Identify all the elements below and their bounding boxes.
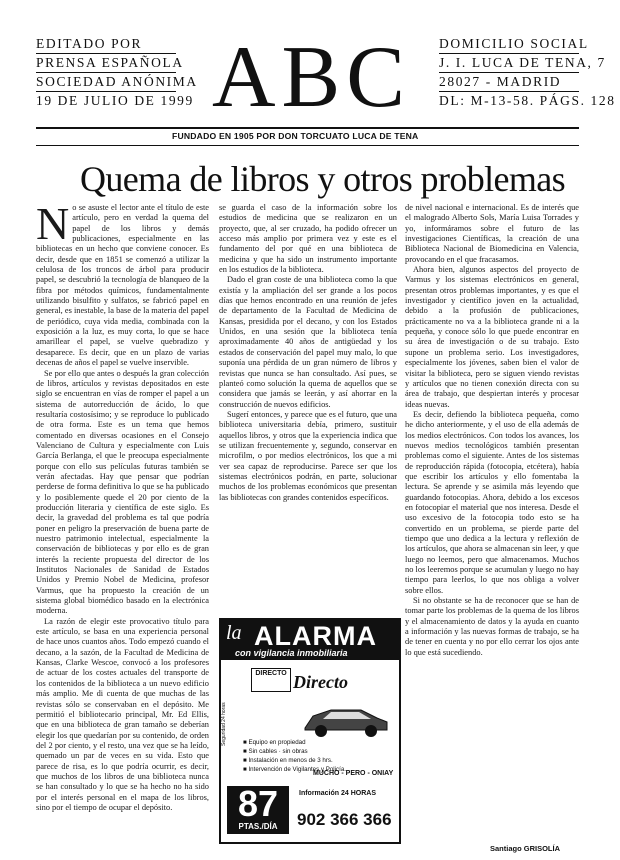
paragraph: Se por ello que antes o después la gran colección de libros, artículos y revistas depositados en este siglo se encuentran en vías de romper el papel a un sistema de autorreducción de ácido, lo que resultaría costosísimo; y se reproduce lo publicado de otra forma. Este es un tema que hemos comentado en diversas ocasiones en el Consejo Valenciano de Cultura y especialmente con Luis García Berlanga, el que le preocupa especialmente porque con ello sus películas futuras también se verán afectadas. Hay que pensar que podrían perderse de forma definitiva lo que se ha publicado y lo posiblemente quede el 20 por ciento de la producción literaria y científica de este siglo. Es decir, la gravedad del problema es tal que podría poner en peligro la preservación de buena parte de nuestro patrimonio intelectual, especialmente la conservación de bibliotecas y por ello es de gran interés la reciente propuesta del director de los Institutos Nacionales de Sanidad de Estados Unidos y Premio Nobel de Medicina, profesor Varmus, que ha propuesto la creación de un sistema global biomédico basado en la electrónica moderna. <box>36 368 209 616</box>
ad-bullet: ■ Instalación en menos de 3 hrs. <box>243 757 333 764</box>
ad-phone-number: 902 366 366 <box>297 810 392 829</box>
article-column-1 <box>36 203 209 855</box>
paragraph: o se asuste el lector ante el título de este artículo, pero en verdad la quema del papel de los libros y demás publicaciones, especialmente en las bibliotecas en un hecho que conviene conocer. Es decir, desde que en 1851 se comenzó a utilizar la celulosa de los troncos de árbol para producir papel, se descubrió la tecnología de blanqueo de la fibra por métodos químicos, fundamentalmente utilizando bisulfito y sulfatos, se fabricó papel en general, es inestable, la base de la materia del papel de periódico, cuya vida media, combinada con la exposición a la luz, es muy corta, lo que se hace amarillear el papel, se vuelve quebradizo y desaparece. Es decir, que en un plazo de varias decenas de años el papel se vuelve inservible. <box>36 203 209 368</box>
ad-bullet-list <box>243 738 346 774</box>
masthead-right-line: 28027 - MADRID <box>439 74 562 89</box>
ad-info-label: Información 24 HORAS <box>299 790 377 797</box>
masthead-rule <box>36 145 579 146</box>
ad-brand-script: Directo <box>293 672 348 692</box>
ad-bullet: ■ Equipo en propiedad <box>243 739 306 746</box>
ad-price-box <box>227 783 289 834</box>
masthead-left-line: PRENSA ESPAÑOLA <box>36 55 184 70</box>
masthead-right-line: DL: M-13-58. PÁGS. 128 <box>439 93 616 108</box>
ad-price: 87 <box>237 783 279 824</box>
ad-price-unit: PTAS./DÍA <box>238 822 278 831</box>
paragraph: Es decir, defiendo la biblioteca pequeña, como he dicho anteriormente, y el uso de ella además de los medios electrónicos. Con todos los avances, los nuevos medios tecnológicos también presentan problemas como el siguiente. Antes de los sistemas de reproducción rápida (fotocopia, etcétera), había que escribir los artículos y ello fomentaba la lectura. Se aprende y se asimila más leyendo que guardando fotocopias. Ahora, debido a los excesos en fotocopiar el material que nos interesa. Desde el uso excesivo de la fotocopia todo esto se ha convertido en un problema, se pierde parte del tiempo que uno dedica a la lectura y reflexión de los artículos, que ahora se almacenan sin leer, y que luego no leemos, pero que almacenamos. Muchos no los leeremos porque se acumulan y luego no hay tiempo para leerlos, lo que nos obliga a volver sobre ellos. <box>405 409 579 595</box>
article-column-2 <box>219 203 397 611</box>
drop-cap: N <box>36 203 70 249</box>
masthead-right-line: J. I. LUCA DE TENA, 7 <box>439 55 606 70</box>
divider <box>36 53 176 54</box>
paragraph: Sugerí entonces, y parece que es el futuro, que una biblioteca universitaria debía, primero, sustituir aquellos libros, y otros que la experiencia indica que se utilizan frecuentemente y, segundo, conservar en microfilm, o por medios electrónicos, los que a mi ver sea capaz de reproducirse. Parece ser que los sistemas electrónicos podrán, en parte, solucionar muchos de los problemas económicos que presentan las bibliotecas con grandes contenidos específicos. <box>219 409 397 502</box>
divider <box>439 91 579 92</box>
paragraph: de nivel nacional e internacional. Es de interés que el malogrado Alberto Sols, María Luisa Torrades y yo, informáramos sobre el futuro de las investigaciones Científicas, la creación de una Biblioteca Nacional de Biomedicina en Valencia, provocando en el que fracasamos. <box>405 203 579 264</box>
divider <box>36 91 176 92</box>
ad-slogan: MUCHO - PERO - ONIAY <box>313 770 394 777</box>
car-icon <box>301 698 391 738</box>
masthead-right-line: DOMICILIO SOCIAL <box>439 36 589 51</box>
divider <box>439 72 579 73</box>
ad-bullet: ■ Sin cables · sin obras <box>243 748 308 755</box>
masthead-left-line: 19 DE JULIO DE 1999 <box>36 93 194 108</box>
ad-bullet: ■ Intervención de Vigilantes y Policía. <box>243 766 347 773</box>
masthead-left-line: SOCIEDAD ANÓNIMA <box>36 74 198 89</box>
ad-badge: DIRECTO <box>251 668 291 692</box>
ad-side-text: Seguridad 24 horas <box>221 702 227 746</box>
ad-title: ALARMA <box>254 621 377 651</box>
masthead-rule <box>36 127 579 129</box>
divider <box>36 72 176 73</box>
masthead-left-line: EDITADO POR <box>36 36 143 51</box>
paragraph: Dado el gran coste de una biblioteca como la que existía y la ampliación del ser grande a los pocos días que hemos encontrado en una reunión de jefes de departamento de la Facultad de Medicina de Kansas, presidida por el decano, y con los Estados Unidos, en una sesión que la biblioteca tenía aproximadamente 40 años de antigüedad y los estados de conservación del papel muy malo, lo que suponía una pérdida de un gran número de libros y revistas que nunca se han consultado. Así pues, se planteó como solución la quema de aquellos que se considera que jamás se leerán, y así ahorrar en la construcción de nuevos edificios. <box>219 275 397 409</box>
paragraph: Ahora bien, algunos aspectos del proyecto de Varmus y los sistemas electrónicos en general, presentan otros problemas importantes, y es que el investigador y científico joven en la actualidad, debido a la profusión de publicaciones, prácticamente no va a la biblioteca grande ni a la pequeña, y conoce sólo lo que puede encontrar en su área de investigación o de su trabajo. Esto supone un problema serio. Los investigadores, especialmente los jóvenes, saben bien el valor de visitar la biblioteca, pero se siguen viendo revistas y artículos que no tienen conexión directa con su área de trabajo, que despiertan interés y procesar ideas nuevas. <box>405 265 579 409</box>
abc-logo: ABC <box>212 29 411 126</box>
paragraph: La razón de elegir este provocativo título para este artículo, se basa en una experiencia personal de hace unos cuantos años. Todo empezó cuando el decano, a la sazón, de la Facultad de Medicina de Kansas, Clarke Wescoe, convocó a los profesores de actuar de los costes actuales del transporte de los contenidos de la biblioteca a un nuevo edificio más amplio. Me di cuenta de que muchas de las revistas sólo se conservaban en el depósito. Me permitió el bibliotecario principal, Mr. Ed Ellis, que en una biblioteca de gran tamaño se deberían elegir los que quedarían por su contenido, de orden del 2 por ciento, y el resto, una vez que se ha leído, quemado un par de veces en su vida. Esto que parece de risa, es lo que podría ocurrir, es decir, que muchos de los libros de una biblioteca nunca se han consultado y lo que se ha hecho no ha sido por el interés personal en el mapa de los libros, sino por el tiempo de ocupar el depósito. <box>36 616 209 812</box>
ad-header <box>221 620 399 660</box>
paragraph: se guarda el caso de la información sobre los estudios de medicina que se realizaron en un proyecto, que, al ser cruzado, ha podido ofrecer un acceso más amplio por primera vez y este es el fundamento del por qué en una biblioteca de medicina y que ha sido un instrumento importante en los estudios de la biblioteca. <box>219 203 397 275</box>
article-headline: Quema de libros y otros problemas <box>80 159 566 199</box>
ad-prefix: la <box>226 622 242 644</box>
divider <box>439 53 579 54</box>
author-signature: Santiago GRISOLÍA <box>490 844 561 853</box>
founded-tagline: FUNDADO EN 1905 POR DON TORCUATO LUCA DE TENA <box>172 131 419 141</box>
ad-subtitle: con vigilancia inmobiliaria <box>235 648 348 658</box>
alarm-advertisement <box>219 618 401 844</box>
paragraph: Si no obstante se ha de reconocer que se han de tomar parte los problemas de la quema de los libros y el almacenamiento de datos y la ayuda en cuanto a información y las nuevas formas de trabajo, se ha de tener en cuenta y no por ello cerrar los ojos ante lo que está sucediendo. <box>405 596 579 657</box>
article-column-3 <box>405 203 579 839</box>
